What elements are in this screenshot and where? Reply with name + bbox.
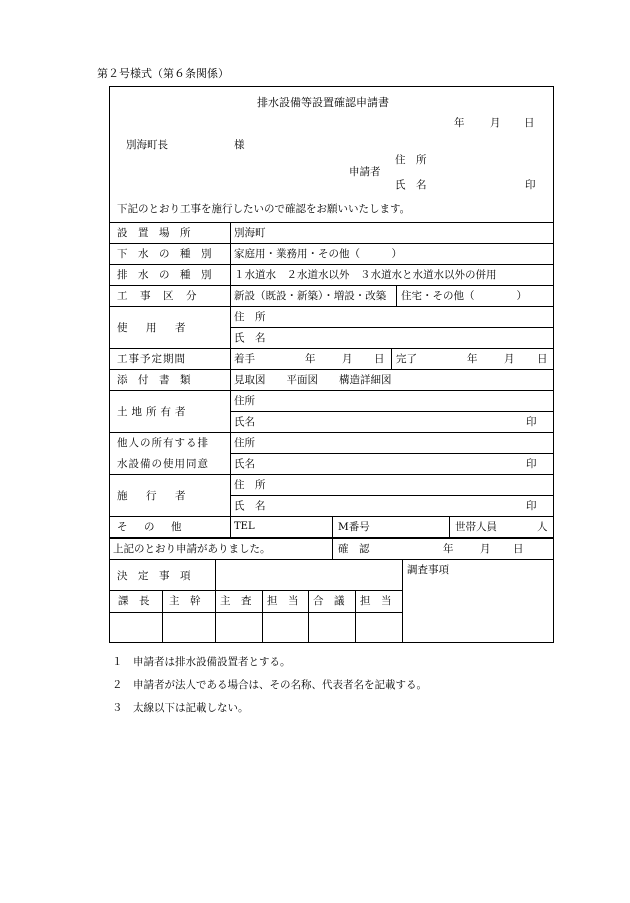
label-landowner: 土地所有者 [117,406,190,418]
landowner-address-label: 住所 [234,395,255,407]
addressee: 別海町長 [126,139,168,151]
period-start-day: 日 [374,353,385,365]
stamp-council: 合 議 [313,595,345,607]
contractor-name-label: 氏 名 [234,500,266,512]
label-sewage-type: 下 水 の 種 別 [117,248,212,260]
user-address-label: 住 所 [234,311,266,323]
office-decision: 決 定 事 項 [117,570,191,582]
value-attachments: 見取図 平面図 構造詳細図 [234,374,392,386]
value-work-type-b: 住宅・その他（ ） [401,290,527,302]
office-investigation: 調査事項 [407,564,449,576]
applicant-address-label: 住 所 [395,154,427,166]
period-end: 完了 [396,353,417,365]
label-drain-type: 排 水 の 種 別 [117,269,212,281]
contractor-address-label: 住 所 [234,479,266,491]
intro-text: 下記のとおり工事を施行したいので確認をお願いいたします。 [117,203,411,215]
period-end-month: 月 [504,353,515,365]
period-start: 着手 [234,353,255,365]
period-start-month: 月 [342,353,353,365]
addressee-honorific: 様 [234,139,245,151]
form-number: 第２号様式（第６条関係） [97,67,229,80]
date-day: 日 [524,117,535,129]
stamp-staff-1: 担 当 [267,595,299,607]
value-drain-type: １水道水 ２水道水以外 ３水道水と水道水以外の併用 [234,269,497,281]
date-month: 月 [490,117,501,129]
stamp-deputy: 主 幹 [169,595,201,607]
note-2: ２ 申請者が法人である場合は、その名称、代表者名を記載する。 [112,679,427,691]
stamp-section-chief: 課 長 [118,595,150,607]
consent-address-label: 住所 [234,437,255,449]
application-form [109,86,554,643]
label-work-type: 工 事 区 分 [117,290,198,302]
user-name-label: 氏 名 [234,332,266,344]
stamp-chief-clerk: 主 査 [220,595,252,607]
label-user: 使 用 者 [117,322,190,334]
label-location: 設 置 場 所 [117,227,191,239]
period-end-day: 日 [537,353,548,365]
form-title: 排水設備等設置確認申請書 [257,96,389,109]
consent-seal: 印 [526,458,537,470]
other-tel: TEL [234,521,255,532]
value-location: 別海町 [234,227,266,239]
period-start-year: 年 [305,353,316,365]
label-consent-1: 他人の所有する排 [117,437,209,449]
contractor-seal: 印 [526,500,537,512]
label-consent-2: 水設備の使用同意 [117,458,209,470]
date-year: 年 [454,117,465,129]
office-month: 月 [480,543,491,555]
note-3: ３ 太線以下は記載しない。 [112,702,249,714]
stamp-staff-2: 担 当 [360,595,392,607]
period-end-year: 年 [467,353,478,365]
consent-name-label: 氏名 [234,458,255,470]
label-contractor: 施 行 者 [117,490,190,502]
label-other: そ の 他 [117,521,185,533]
other-m-number: M番号 [338,521,370,533]
value-sewage-type: 家庭用・業務用・その他（ ） [234,248,402,260]
office-day: 日 [513,543,524,555]
note-1: １ 申請者は排水設備設置者とする。 [112,656,291,668]
applicant-name-label: 氏 名 [395,179,427,191]
applicant-seal: 印 [525,179,536,191]
other-persons: 人 [537,521,548,533]
landowner-seal: 印 [526,416,537,428]
office-received: 上記のとおり申請がありました。 [113,543,271,555]
other-household: 世帯人員 [455,521,497,533]
landowner-name-label: 氏名 [234,416,255,428]
label-period: 工事予定期間 [117,353,186,365]
value-work-type-a: 新設（既設・新築）・増設・改築 [234,290,387,302]
office-confirm: 確 認 [338,543,370,555]
applicant-label: 申請者 [349,166,381,178]
label-attachments: 添 付 書 類 [117,374,191,386]
office-year: 年 [443,543,454,555]
